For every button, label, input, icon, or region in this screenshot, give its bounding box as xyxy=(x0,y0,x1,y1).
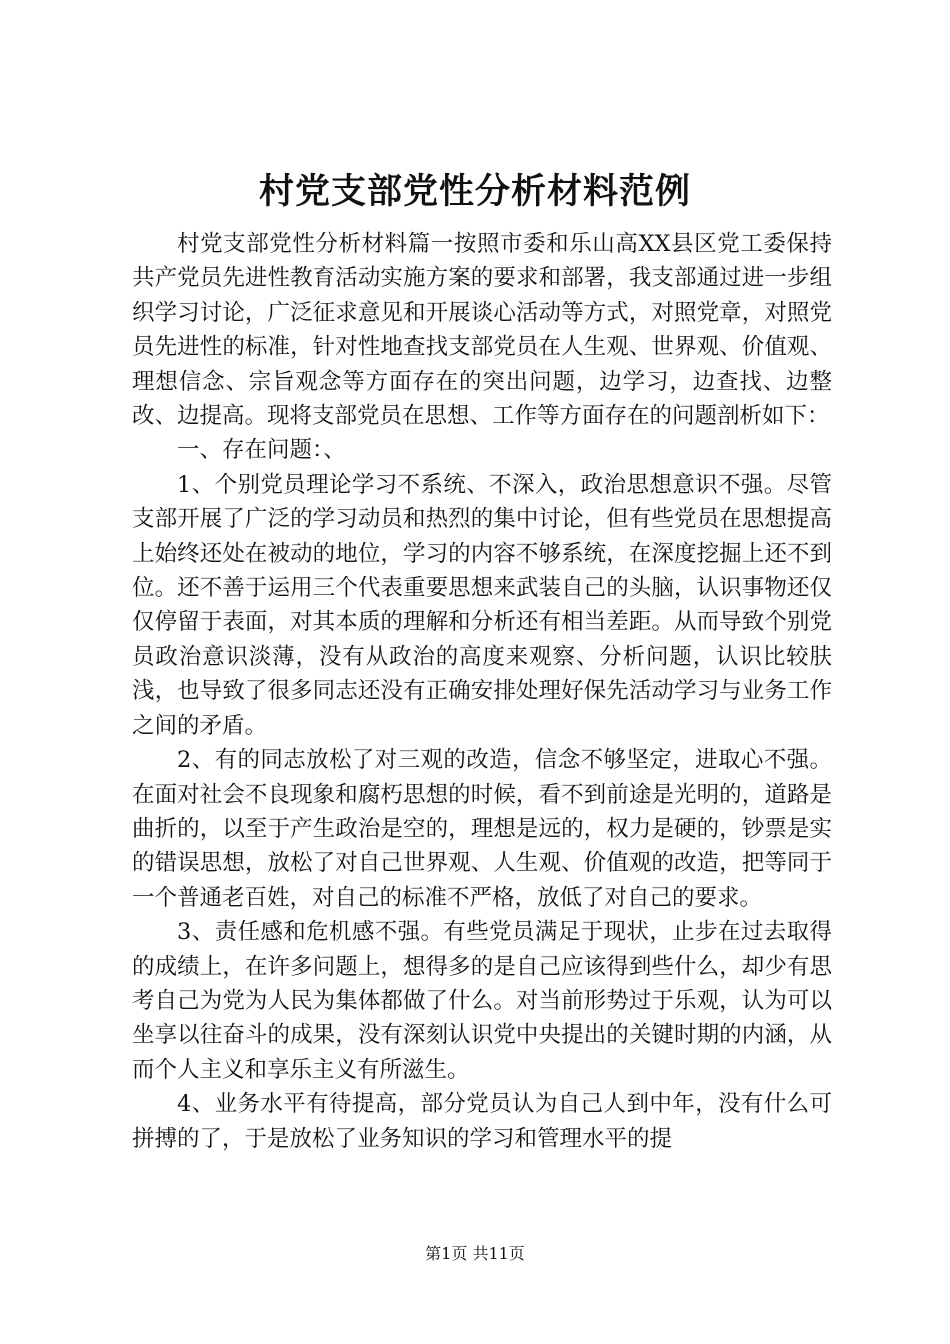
document-title: 村党支部党性分析材料范例 xyxy=(258,171,691,212)
paragraph-item-3: 3、责任感和危机感不强。有些党员满足于现状，止步在过去取得的成绩上，在许多问题上，想得多的是自己应该得到些什么，却少有思考自己为党为人民为集体都做了什么。对当前形势过于乐观，认为可以坐享以往奋斗的成果，没有深刻认识党中央提出的关键时期的内涵，从而个人主义和享乐主义有所滋生。 xyxy=(132,919,832,1083)
paragraph-heading-problems: 一、存在问题：、 xyxy=(177,437,346,464)
document-body xyxy=(132,227,832,1156)
paragraph-item-4: 4、业务水平有待提高，部分党员认为自己人到中年，没有什么可拼搏的了，于是放松了业务知识的学习和管理水平的提 xyxy=(132,1091,832,1152)
page-footer: 第1页 共11页 xyxy=(425,1244,525,1263)
paragraph-intro: 村党支部党性分析材料篇一按照市委和乐山高XX县区党工委保持共产党员先进性教育活动实施方案的要求和部署，我支部通过进一步组织学习讨论，广泛征求意见和开展谈心活动等方式，对照党章，对照党员先进性的标准，针对性地查找支部党员在人生观、世界观、价值观、理想信念、宗旨观念等方面存在的突出问题，边学习，边查找、边整改、边提高。现将支部党员在思想、工作等方面存在的问题剖析如下： xyxy=(132,231,832,430)
paragraph-item-1: 1、个别党员理论学习不系统、不深入，政治思想意识不强。尽管支部开展了广泛的学习动员和热烈的集中讨论，但有些党员在思想提高上始终还处在被动的地位，学习的内容不够系统，在深度挖掘上还不到位。还不善于运用三个代表重要思想来武装自己的头脑，认识事物还仅仅停留于表面，对其本质的理解和分析还有相当差距。从而导致个别党员政治意识淡薄，没有从政治的高度来观察、分析问题，认识比较肤浅，也导致了很多同志还没有正确安排处理好保先活动学习与业务工作之间的矛盾。 xyxy=(132,471,832,739)
paragraph-item-2: 2、有的同志放松了对三观的改造，信念不够坚定，进取心不强。在面对社会不良现象和腐朽思想的时候，看不到前途是光明的，道路是曲折的，以至于产生政治是空的，理想是远的，权力是硬的，钞票是实的错误思想，放松了对自己世界观、人生观、价值观的改造，把等同于一个普通老百姓，对自己的标准不严格，放低了对自己的要求。 xyxy=(132,747,832,911)
